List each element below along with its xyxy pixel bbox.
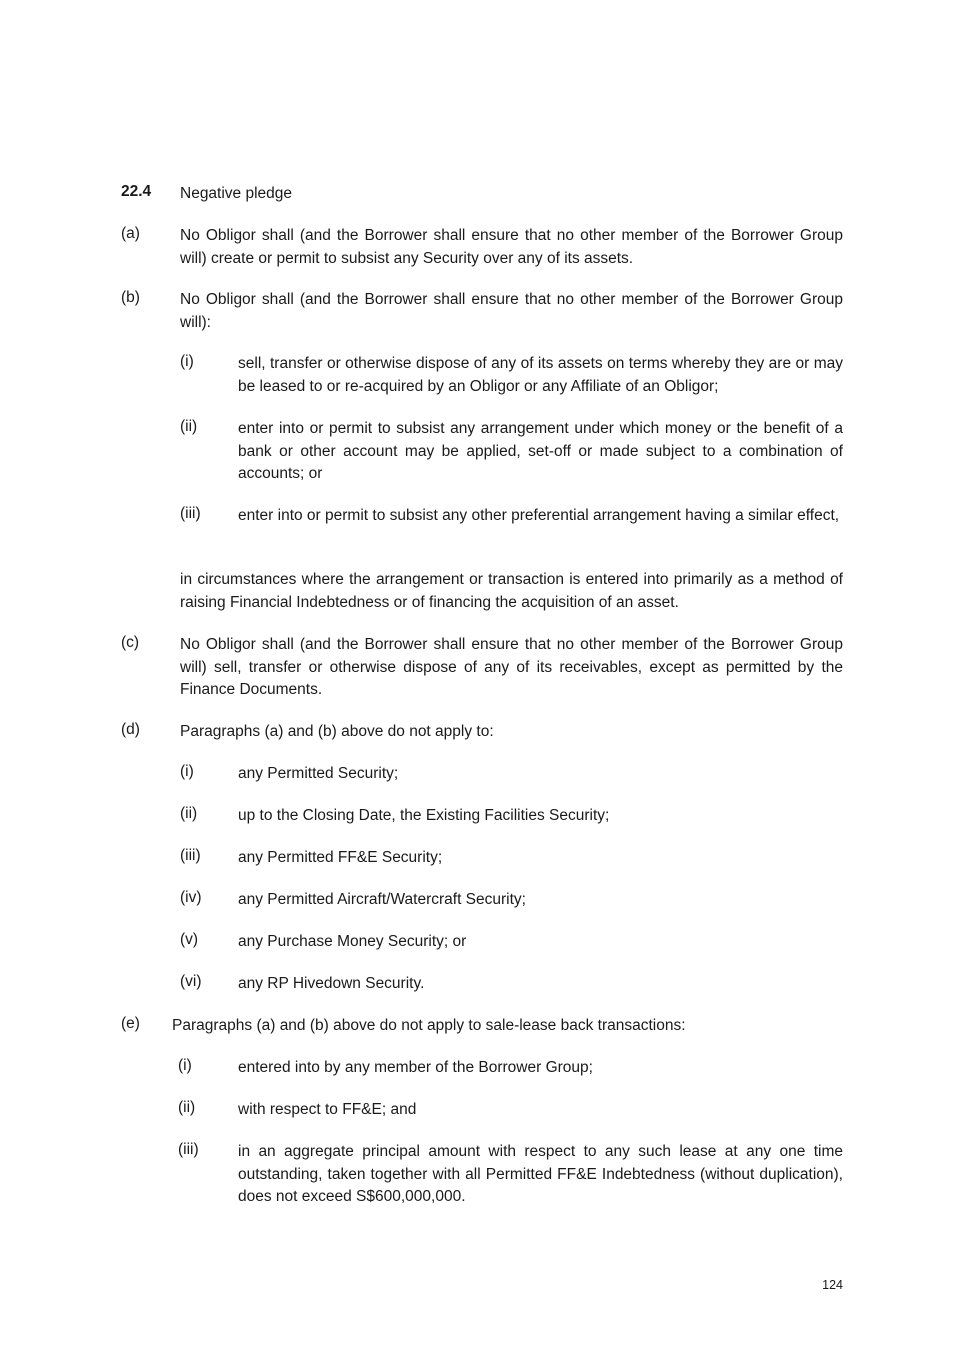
paragraph-label: (a)	[121, 225, 140, 242]
item-label: (vi)	[180, 973, 202, 990]
item-text: any Permitted FF&E Security;	[238, 849, 443, 866]
page-number: 124	[822, 1278, 843, 1292]
paragraph-text: Paragraphs (a) and (b) above do not apply to:	[180, 723, 494, 740]
item-text: with respect to FF&E; and	[238, 1101, 417, 1118]
item-text: enter into or permit to subsist any arrangement under which money or the benefit of a bank or other account may be applied, set-off or made subject to a combination of accounts; or	[238, 420, 843, 482]
item-text: any Purchase Money Security; or	[238, 933, 467, 950]
item-label: (v)	[180, 931, 199, 948]
section-title: Negative pledge	[180, 185, 293, 202]
item-text: enter into or permit to subsist any other preferential arrangement having a similar effect,	[238, 507, 840, 524]
paragraph-label: (b)	[121, 289, 140, 306]
item-label: (i)	[180, 763, 194, 780]
paragraph-text: No Obligor shall (and the Borrower shall ensure that no other member of the Borrower Group will):	[180, 291, 843, 331]
item-text: any RP Hivedown Security.	[238, 975, 425, 992]
item-text: sell, transfer or otherwise dispose of any of its assets on terms whereby they are or may be leased to or re-acquired by an Obligor or any Affiliate of an Obligor;	[238, 355, 843, 395]
paragraph-text: No Obligor shall (and the Borrower shall ensure that no other member of the Borrower Group will) create or permit to subsist any Security over any of its assets.	[180, 227, 843, 267]
paragraph-label: (e)	[121, 1015, 140, 1032]
item-label: (iii)	[180, 505, 201, 522]
item-text: any Permitted Security;	[238, 765, 399, 782]
paragraph-text: Paragraphs (a) and (b) above do not apply to sale-lease back transactions:	[172, 1017, 686, 1034]
paragraph-label: (c)	[121, 634, 140, 651]
item-label: (i)	[178, 1057, 192, 1074]
item-label: (iv)	[180, 889, 202, 906]
trailing-text: in circumstances where the arrangement or transaction is entered into primarily as a method of raising Financial Indebtedness or of financing the acquisition of an asset.	[180, 571, 843, 611]
item-label: (ii)	[178, 1099, 196, 1116]
item-text: up to the Closing Date, the Existing Facilities Security;	[238, 807, 610, 824]
item-text: any Permitted Aircraft/Watercraft Security;	[238, 891, 526, 908]
item-text: entered into by any member of the Borrower Group;	[238, 1059, 593, 1076]
item-label: (iii)	[178, 1141, 199, 1158]
item-label: (ii)	[180, 805, 198, 822]
item-label: (i)	[180, 353, 194, 370]
section-number: 22.4	[121, 183, 152, 200]
paragraph-label: (d)	[121, 721, 140, 738]
item-label: (ii)	[180, 418, 198, 435]
item-label: (iii)	[180, 847, 201, 864]
item-text: in an aggregate principal amount with respect to any such lease at any one time outstanding, taken together with all Permitted FF&E Indebtedness (without duplication), does not exceed S$600,000,000.	[238, 1143, 843, 1205]
paragraph-text: No Obligor shall (and the Borrower shall ensure that no other member of the Borrower Group will) sell, transfer or otherwise dispose of any of its receivables, except as permitted by the Finance Documents.	[180, 636, 843, 698]
